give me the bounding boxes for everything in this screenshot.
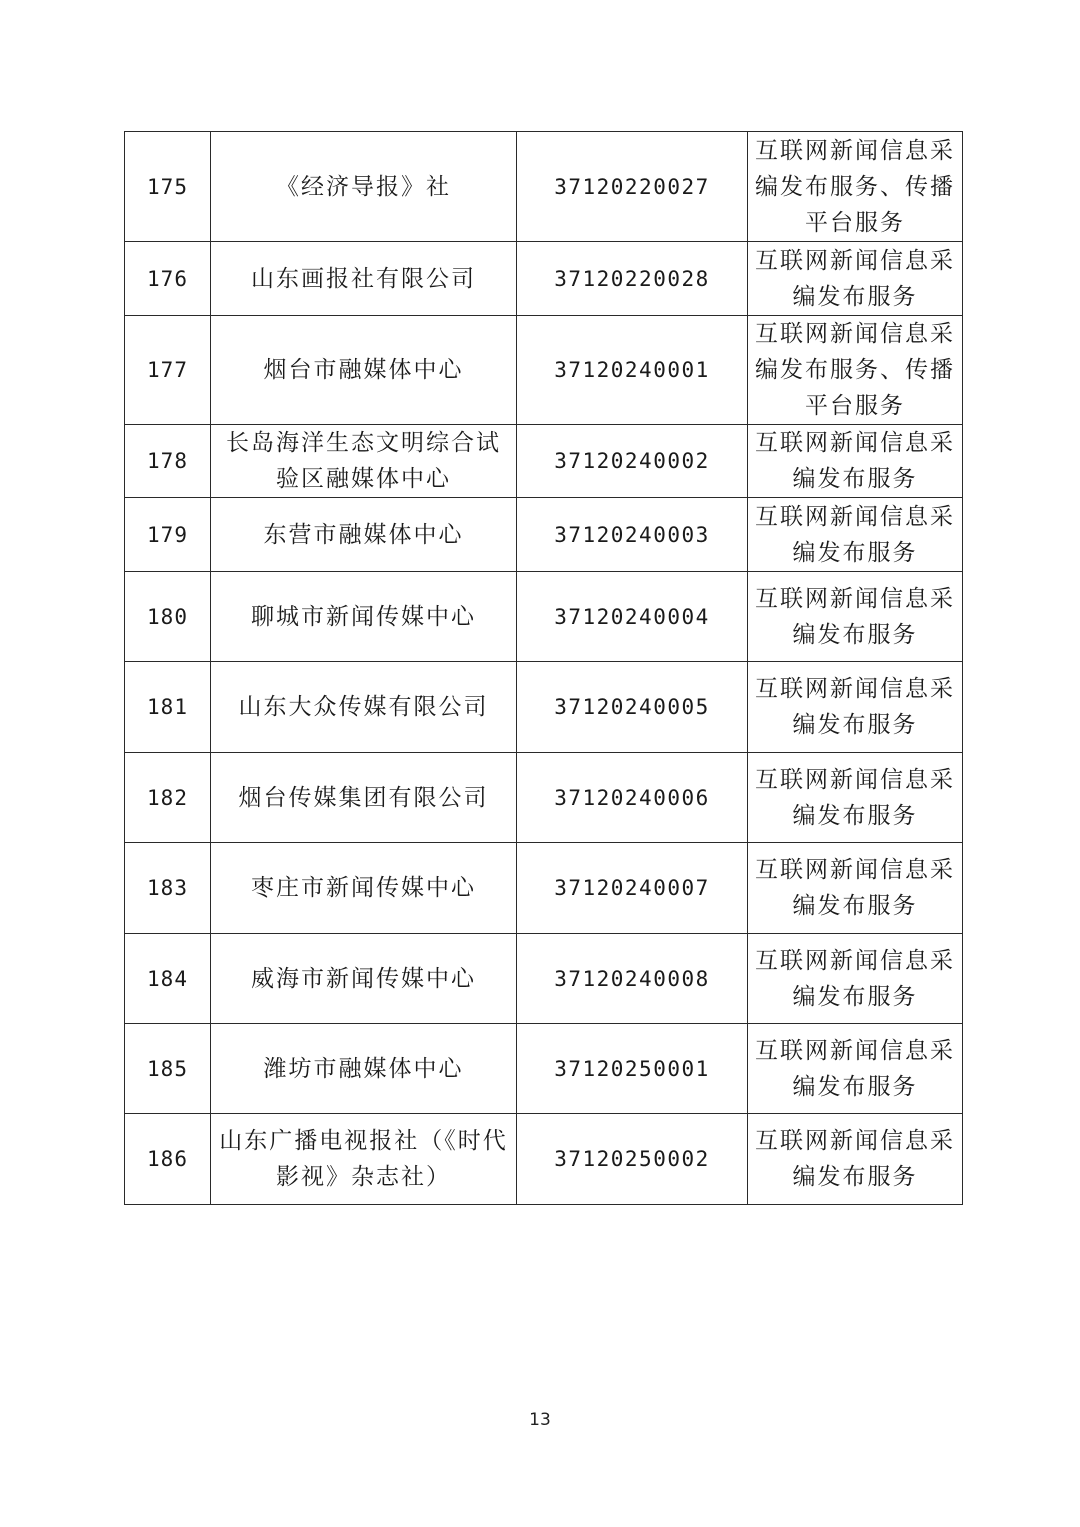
row-number: 183 bbox=[125, 843, 211, 934]
table-row bbox=[125, 662, 963, 753]
license-code: 37120240002 bbox=[517, 425, 748, 498]
license-code: 37120240007 bbox=[517, 843, 748, 934]
table-row bbox=[125, 242, 963, 316]
service-type: 互联网新闻信息采编发布服务、传播平台服务 bbox=[748, 316, 963, 425]
license-code: 37120220027 bbox=[517, 132, 748, 242]
organization-name: 山东画报社有限公司 bbox=[211, 242, 517, 316]
service-type: 互联网新闻信息采编发布服务 bbox=[748, 425, 963, 498]
license-code: 37120220028 bbox=[517, 242, 748, 316]
service-type: 互联网新闻信息采编发布服务 bbox=[748, 843, 963, 934]
table-row bbox=[125, 572, 963, 662]
row-number: 184 bbox=[125, 934, 211, 1024]
table-row bbox=[125, 934, 963, 1024]
license-code: 37120240001 bbox=[517, 316, 748, 425]
service-type: 互联网新闻信息采编发布服务 bbox=[748, 1114, 963, 1205]
organization-name: 烟台市融媒体中心 bbox=[211, 316, 517, 425]
service-type: 互联网新闻信息采编发布服务 bbox=[748, 662, 963, 753]
license-code: 37120240004 bbox=[517, 572, 748, 662]
page-number: 13 bbox=[529, 1410, 551, 1430]
row-number: 185 bbox=[125, 1024, 211, 1114]
license-code: 37120240005 bbox=[517, 662, 748, 753]
row-number: 178 bbox=[125, 425, 211, 498]
row-number: 176 bbox=[125, 242, 211, 316]
organization-name: 长岛海洋生态文明综合试验区融媒体中心 bbox=[211, 425, 517, 498]
organization-name: 《经济导报》社 bbox=[211, 132, 517, 242]
license-code: 37120250001 bbox=[517, 1024, 748, 1114]
service-type: 互联网新闻信息采编发布服务 bbox=[748, 934, 963, 1024]
service-type: 互联网新闻信息采编发布服务 bbox=[748, 1024, 963, 1114]
table-row bbox=[125, 1114, 963, 1205]
organization-name: 东营市融媒体中心 bbox=[211, 498, 517, 572]
service-type: 互联网新闻信息采编发布服务 bbox=[748, 753, 963, 843]
license-code: 37120240003 bbox=[517, 498, 748, 572]
row-number: 177 bbox=[125, 316, 211, 425]
table-row bbox=[125, 316, 963, 425]
table-row bbox=[125, 843, 963, 934]
table-row bbox=[125, 425, 963, 498]
license-code: 37120240006 bbox=[517, 753, 748, 843]
organization-name: 烟台传媒集团有限公司 bbox=[211, 753, 517, 843]
organization-name: 聊城市新闻传媒中心 bbox=[211, 572, 517, 662]
row-number: 180 bbox=[125, 572, 211, 662]
table-row bbox=[125, 753, 963, 843]
organization-name: 枣庄市新闻传媒中心 bbox=[211, 843, 517, 934]
service-type: 互联网新闻信息采编发布服务 bbox=[748, 242, 963, 316]
organization-name: 山东大众传媒有限公司 bbox=[211, 662, 517, 753]
row-number: 179 bbox=[125, 498, 211, 572]
table-row bbox=[125, 132, 963, 242]
organization-name: 潍坊市融媒体中心 bbox=[211, 1024, 517, 1114]
row-number: 182 bbox=[125, 753, 211, 843]
service-type: 互联网新闻信息采编发布服务、传播平台服务 bbox=[748, 132, 963, 242]
row-number: 181 bbox=[125, 662, 211, 753]
service-type: 互联网新闻信息采编发布服务 bbox=[748, 498, 963, 572]
row-number: 186 bbox=[125, 1114, 211, 1205]
organization-name: 威海市新闻传媒中心 bbox=[211, 934, 517, 1024]
service-type: 互联网新闻信息采编发布服务 bbox=[748, 572, 963, 662]
table-row bbox=[125, 1024, 963, 1114]
license-code: 37120240008 bbox=[517, 934, 748, 1024]
license-table bbox=[124, 131, 963, 1205]
organization-name: 山东广播电视报社（《时代影视》杂志社） bbox=[211, 1114, 517, 1205]
table-row bbox=[125, 498, 963, 572]
license-code: 37120250002 bbox=[517, 1114, 748, 1205]
row-number: 175 bbox=[125, 132, 211, 242]
